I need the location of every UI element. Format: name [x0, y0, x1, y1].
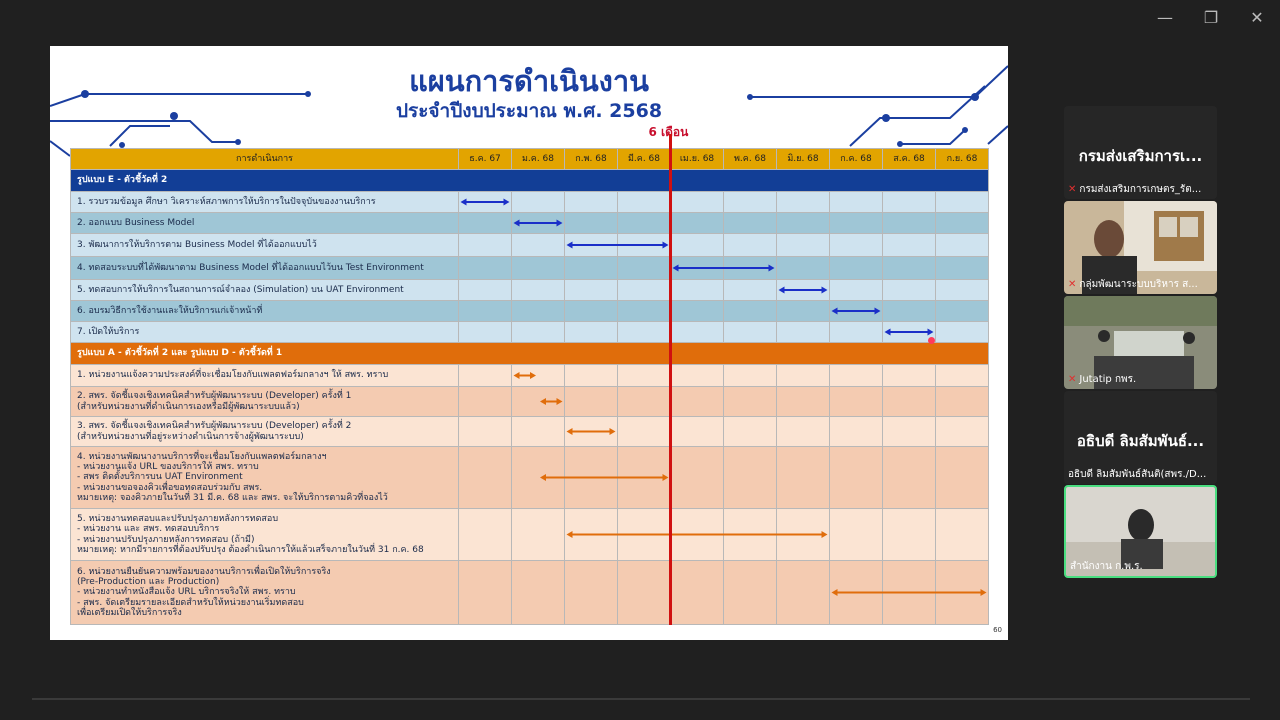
month-cell — [671, 257, 724, 280]
month-cell — [830, 257, 883, 280]
gantt-header-row — [71, 149, 989, 170]
month-cell — [671, 447, 724, 509]
month-cell — [565, 234, 618, 257]
month-cell — [565, 447, 618, 509]
month-header: ธ.ค. 67 — [459, 149, 512, 170]
month-cell — [671, 417, 724, 447]
month-cell — [618, 213, 671, 234]
activity-row — [71, 234, 989, 257]
month-cell — [830, 234, 883, 257]
month-cell — [671, 365, 724, 387]
month-cell — [459, 447, 512, 509]
month-cell — [883, 322, 936, 343]
month-cell — [565, 561, 618, 625]
participant-label — [1068, 182, 1201, 197]
month-cell — [724, 280, 777, 301]
month-cell — [724, 257, 777, 280]
activity-label: 3. พัฒนาการให้บริการตาม Business Model ที่ได้ออกแบบไว้ — [71, 234, 459, 257]
activity-label: 6. หน่วยงานยืนยันความพร้อมของงานบริการเพื่อเปิดให้บริการจริง (Pre-Production และ Production) - หน่วยงานทำหนังสือแจ้ง URL บริการจริงให้ สพร. ทราบ - สพร. จัดเตรียมรายละเอียดสำหรับให้หน่วยงานเริ่มทดสอบ เพื่อเตรียมเปิดให้บริการจริง — [71, 561, 459, 625]
month-cell — [883, 509, 936, 561]
month-cell — [830, 301, 883, 322]
restore-button[interactable]: ❐ — [1203, 7, 1219, 27]
participant-tile-active[interactable] — [1064, 485, 1217, 578]
month-cell — [883, 280, 936, 301]
month-cell — [459, 234, 512, 257]
month-cell — [512, 509, 565, 561]
participant-label — [1068, 467, 1206, 482]
month-cell — [936, 509, 989, 561]
six-month-label: 6 เดือน — [648, 125, 689, 139]
month-cell — [512, 365, 565, 387]
month-cell — [512, 417, 565, 447]
month-cell — [671, 280, 724, 301]
activity-label: 1. รวบรวมข้อมูล ศึกษา วิเคราะห์สภาพการให้บริการในปัจจุบันของงานบริการ — [71, 192, 459, 213]
month-cell — [459, 417, 512, 447]
participant-tag-text: อธิบดี ลิมสัมพันธ์สันติ(สพร./D... — [1068, 469, 1207, 480]
activity-label: 2. สพร. จัดชี้แจงเชิงเทคนิคสำหรับผู้พัฒนาระบบ (Developer) ครั้งที่ 1 (สำหรับหน่วยงานที่ดำเนินการเองหรือมีผู้พัฒนาระบบแล้ว) — [71, 387, 459, 417]
month-cell — [936, 561, 989, 625]
month-cell — [512, 257, 565, 280]
month-cell — [777, 301, 830, 322]
month-cell — [512, 213, 565, 234]
month-cell — [618, 447, 671, 509]
month-cell — [724, 509, 777, 561]
activity-row — [71, 322, 989, 343]
month-cell — [936, 213, 989, 234]
participant-tag-text: สำนักงาน ก.พ.ร. — [1070, 561, 1143, 572]
month-cell — [830, 322, 883, 343]
month-cell — [830, 561, 883, 625]
month-cell — [459, 561, 512, 625]
month-cell — [936, 417, 989, 447]
participant-tile[interactable] — [1064, 106, 1217, 199]
month-cell — [936, 322, 989, 343]
month-cell — [830, 365, 883, 387]
month-cell — [618, 301, 671, 322]
month-cell — [459, 365, 512, 387]
activity-label: 5. หน่วยงานทดสอบและปรับปรุงภายหลังการทดสอบ - หน่วยงาน และ สพร. ทดสอบบริการ - หน่วยงานปรับปรุงภายหลังการทดสอบ (ถ้ามี) หมายเหตุ: หากมีรายการที่ต้องปรับปรุง ต้องดำเนินการให้แล้วเสร็จภายในวันที่ 31 ก.ค. 68 — [71, 509, 459, 561]
month-cell — [618, 561, 671, 625]
month-cell — [883, 301, 936, 322]
section-header-row — [71, 343, 989, 365]
month-cell — [512, 561, 565, 625]
month-cell — [724, 301, 777, 322]
month-cell — [671, 213, 724, 234]
month-cell — [883, 417, 936, 447]
slide-title: แผนการดำเนินงาน — [409, 64, 649, 98]
month-cell — [724, 417, 777, 447]
month-cell — [565, 322, 618, 343]
month-cell — [565, 192, 618, 213]
month-cell — [459, 257, 512, 280]
month-cell — [936, 301, 989, 322]
month-cell — [830, 509, 883, 561]
month-cell — [936, 365, 989, 387]
gantt-table — [70, 148, 989, 625]
month-cell — [565, 280, 618, 301]
window-controls — [1142, 0, 1280, 34]
month-cell — [724, 365, 777, 387]
month-cell — [459, 280, 512, 301]
month-cell — [618, 234, 671, 257]
month-cell — [883, 234, 936, 257]
page-number: 60 — [993, 626, 1002, 634]
participant-label — [1068, 277, 1198, 292]
participant-name-large: อธิบดี ลิมสัมพันธ์... — [1076, 432, 1205, 450]
section-title: รูปแบบ A - ตัวชี้วัดที่ 2 และ รูปแบบ D - ตัวชี้วัดที่ 1 — [71, 343, 989, 365]
participant-tag-text: Jutatip กพร. — [1079, 374, 1137, 385]
month-cell — [936, 234, 989, 257]
month-cell — [512, 322, 565, 343]
activity-label: 7. เปิดให้บริการ — [71, 322, 459, 343]
month-cell — [512, 192, 565, 213]
month-cell — [618, 192, 671, 213]
month-cell — [512, 447, 565, 509]
month-cell — [724, 447, 777, 509]
muted-mic-icon: ✕ — [1068, 374, 1077, 385]
window-bottom-border — [32, 698, 1250, 700]
month-header: ส.ค. 68 — [883, 149, 936, 170]
month-cell — [512, 301, 565, 322]
month-cell — [459, 387, 512, 417]
month-cell — [777, 280, 830, 301]
month-cell — [618, 417, 671, 447]
month-cell — [671, 234, 724, 257]
month-header: ก.ย. 68 — [936, 149, 989, 170]
month-cell — [883, 192, 936, 213]
shared-slide — [50, 46, 1008, 640]
minimize-button[interactable]: — — [1157, 7, 1173, 27]
participant-tag-text: กรมส่งเสริมการเกษตร_รัต... — [1079, 184, 1202, 195]
month-cell — [724, 322, 777, 343]
activity-label: 4. ทดสอบระบบที่ได้พัฒนาตาม Business Model ที่ได้ออกแบบไว้บน Test Environment — [71, 257, 459, 280]
activity-label: 2. ออกแบบ Business Model — [71, 213, 459, 234]
month-cell — [459, 213, 512, 234]
muted-mic-icon: ✕ — [1068, 279, 1077, 290]
month-cell — [936, 257, 989, 280]
month-cell — [883, 213, 936, 234]
month-cell — [618, 280, 671, 301]
activity-row — [71, 213, 989, 234]
activity-row — [71, 387, 989, 417]
month-cell — [883, 387, 936, 417]
month-cell — [459, 322, 512, 343]
month-cell — [830, 387, 883, 417]
month-cell — [883, 365, 936, 387]
month-cell — [830, 280, 883, 301]
month-cell — [883, 561, 936, 625]
month-cell — [565, 365, 618, 387]
month-cell — [883, 447, 936, 509]
month-cell — [565, 509, 618, 561]
month-cell — [565, 257, 618, 280]
activity-row — [71, 280, 989, 301]
month-cell — [830, 192, 883, 213]
month-cell — [618, 365, 671, 387]
month-cell — [777, 417, 830, 447]
month-cell — [671, 192, 724, 213]
month-cell — [671, 322, 724, 343]
month-cell — [830, 447, 883, 509]
activity-row — [71, 509, 989, 561]
month-cell — [724, 192, 777, 213]
month-cell — [777, 234, 830, 257]
month-header: มิ.ย. 68 — [777, 149, 830, 170]
activity-label: 6. อบรมวิธีการใช้งานและให้บริการแก่เจ้าหน้าที่ — [71, 301, 459, 322]
month-cell — [777, 213, 830, 234]
activity-column-header: การดำเนินการ — [71, 149, 459, 170]
month-cell — [459, 192, 512, 213]
month-header: มี.ค. 68 — [618, 149, 671, 170]
participant-name-large: กรมส่งเสริมการเ... — [1078, 147, 1203, 165]
activity-label: 3. สพร. จัดชี้แจงเชิงเทคนิคสำหรับผู้พัฒนาระบบ (Developer) ครั้งที่ 2 (สำหรับหน่วยงานที่อยู่ระหว่างดำเนินการจ้างผู้พัฒนาระบบ) — [71, 417, 459, 447]
month-cell — [671, 509, 724, 561]
participant-label — [1070, 559, 1143, 574]
activity-row — [71, 301, 989, 322]
month-cell — [777, 561, 830, 625]
month-cell — [459, 301, 512, 322]
month-cell — [618, 509, 671, 561]
month-cell — [777, 365, 830, 387]
activity-label: 5. ทดสอบการให้บริการในสถานการณ์จำลอง (Simulation) บน UAT Environment — [71, 280, 459, 301]
month-cell — [671, 561, 724, 625]
month-cell — [565, 417, 618, 447]
activity-row — [71, 447, 989, 509]
month-cell — [724, 234, 777, 257]
month-cell — [724, 387, 777, 417]
section-title: รูปแบบ E - ตัวชี้วัดที่ 2 — [71, 170, 989, 192]
participant-label — [1068, 372, 1136, 387]
participant-tile[interactable] — [1064, 296, 1217, 389]
month-cell — [565, 301, 618, 322]
month-cell — [618, 257, 671, 280]
section-header-row — [71, 170, 989, 192]
month-cell — [777, 387, 830, 417]
month-cell — [618, 387, 671, 417]
month-cell — [936, 280, 989, 301]
participant-tile[interactable] — [1064, 391, 1217, 484]
month-cell — [777, 192, 830, 213]
month-cell — [777, 257, 830, 280]
participant-tag-text: กลุ่มพัฒนาระบบบริหาร ส... — [1079, 279, 1198, 290]
month-cell — [777, 509, 830, 561]
month-cell — [936, 387, 989, 417]
month-cell — [671, 301, 724, 322]
close-button[interactable]: ✕ — [1250, 7, 1264, 27]
month-cell — [724, 213, 777, 234]
month-cell — [830, 417, 883, 447]
month-header: ม.ค. 68 — [512, 149, 565, 170]
month-header: ก.พ. 68 — [565, 149, 618, 170]
month-cell — [936, 192, 989, 213]
activity-row — [71, 257, 989, 280]
month-header: เม.ย. 68 — [671, 149, 724, 170]
month-cell — [512, 234, 565, 257]
month-cell — [777, 447, 830, 509]
month-header: ก.ค. 68 — [830, 149, 883, 170]
activity-row — [71, 365, 989, 387]
month-cell — [512, 280, 565, 301]
month-cell — [565, 213, 618, 234]
muted-mic-icon: ✕ — [1068, 184, 1077, 195]
month-header: พ.ค. 68 — [724, 149, 777, 170]
month-cell — [671, 387, 724, 417]
activity-label: 4. หน่วยงานพัฒนางานบริการที่จะเชื่อมโยงกับแพลตฟอร์มกลางฯ - หน่วยงานแจ้ง URL ของบริการให้ สพร. ทราบ - สพร ติดตั้งบริการบน UAT Environment - หน่วยงานขอจองคิวเพื่อขอทดสอบร่วมกับ สพร. หมายเหตุ: จองคิวภายในวันที่ 31 มี.ค. 68 และ สพร. จะให้บริการตามคิวที่จองไว้ — [71, 447, 459, 509]
activity-row — [71, 561, 989, 625]
activity-label: 1. หน่วยงานแจ้งความประสงค์ที่จะเชื่อมโยงกับแพลตฟอร์มกลางฯ ให้ สพร. ทราบ — [71, 365, 459, 387]
slide-subtitle: ประจำปีงบประมาณ พ.ศ. 2568 — [395, 100, 663, 122]
month-cell — [936, 447, 989, 509]
participant-tile[interactable] — [1064, 201, 1217, 294]
month-cell — [777, 322, 830, 343]
activity-row — [71, 192, 989, 213]
activity-row — [71, 417, 989, 447]
month-cell — [565, 387, 618, 417]
month-cell — [618, 322, 671, 343]
month-cell — [512, 387, 565, 417]
month-cell — [724, 561, 777, 625]
month-cell — [830, 213, 883, 234]
month-cell — [883, 257, 936, 280]
month-cell — [459, 509, 512, 561]
